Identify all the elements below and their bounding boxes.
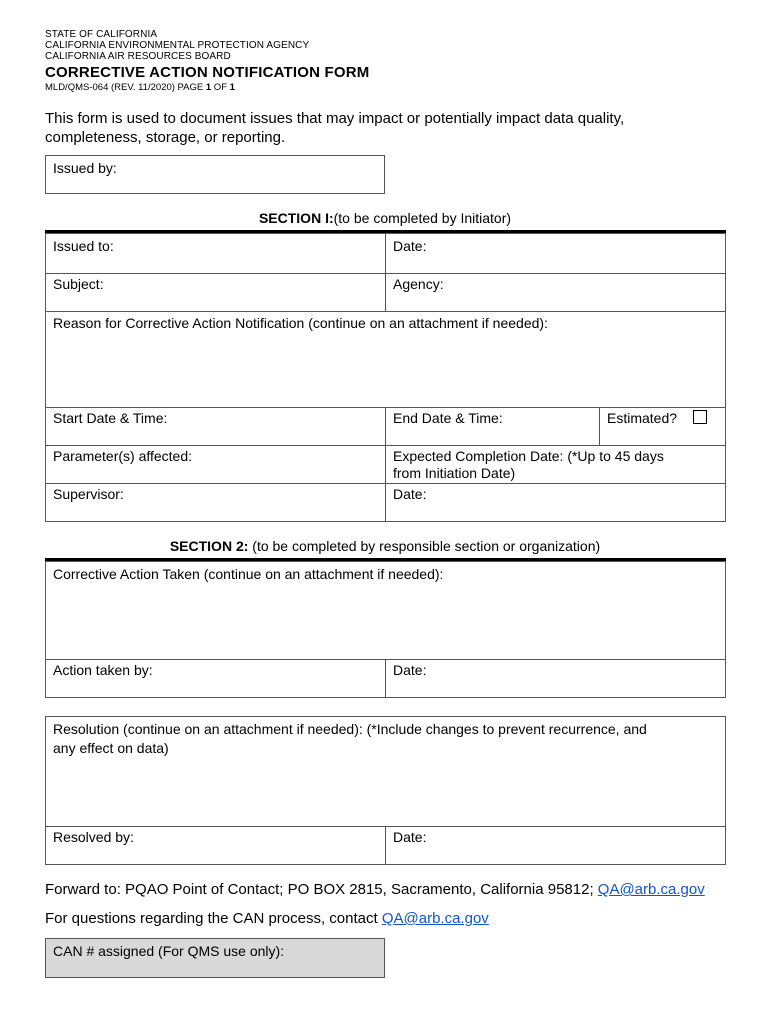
resolution-label-cont: any effect on data) — [53, 740, 169, 756]
expected-completion-label: Expected Completion Date: (*Up to 45 days — [393, 448, 664, 464]
resolved-by-label: Resolved by: — [53, 829, 134, 845]
agency-field[interactable] — [386, 272, 725, 311]
revision-prefix: MLD/QMS-064 (REV. 11/2020) PAGE — [45, 82, 206, 93]
parameters-field[interactable] — [46, 444, 385, 483]
questions-email-link[interactable]: QA@arb.ca.gov — [381, 910, 489, 927]
resolved-date-field[interactable] — [386, 825, 725, 864]
start-datetime-field[interactable] — [46, 406, 385, 445]
resolution-field[interactable] — [46, 717, 725, 826]
section2-title-rest: (to be completed by responsible section or organization) — [248, 538, 601, 554]
action-taken-by-field[interactable] — [46, 658, 385, 697]
date-field[interactable] — [386, 234, 725, 273]
issued-to-label: Issued to: — [53, 238, 114, 254]
date-label: Date: — [393, 238, 427, 254]
section1-title — [45, 210, 725, 227]
intro-line-1: This form is used to document issues that may impact or potentially impact data quality, — [45, 110, 625, 127]
expected-completion-field[interactable] — [386, 444, 725, 483]
can-assigned-label: CAN # assigned (For QMS use only): — [53, 943, 285, 959]
section1-title-bold: SECTION I: — [258, 210, 334, 226]
forward-email-link[interactable]: QA@arb.ca.gov — [597, 881, 705, 898]
start-datetime-label: Start Date & Time: — [53, 410, 168, 426]
parameters-label: Parameter(s) affected: — [53, 448, 193, 464]
action-date-label: Date: — [393, 662, 427, 678]
form-title: CORRECTIVE ACTION NOTIFICATION FORM — [45, 64, 370, 81]
page-total: 1 — [229, 82, 235, 93]
questions-text: For questions regarding the CAN process, contact — [45, 910, 382, 927]
agency-label: Agency: — [393, 276, 444, 292]
corrective-action-field[interactable] — [46, 562, 725, 659]
state-label: STATE OF CALIFORNIA — [45, 29, 158, 40]
corrective-action-label: Corrective Action Taken (continue on an attachment if needed): — [53, 566, 444, 582]
can-assigned-field[interactable] — [45, 938, 385, 978]
issued-by-field[interactable] — [45, 155, 385, 194]
reason-label: Reason for Corrective Action Notification (continue on an attachment if needed): — [53, 315, 548, 331]
resolved-date-label: Date: — [393, 829, 427, 845]
section2-title — [45, 538, 725, 555]
issued-by-label: Issued by: — [53, 160, 117, 176]
supervisor-label: Supervisor: — [53, 486, 124, 502]
questions-line — [45, 910, 489, 928]
intro-line-2: completeness, storage, or reporting. — [45, 129, 286, 146]
action-date-field[interactable] — [386, 658, 725, 697]
supervisor-date-field[interactable] — [386, 482, 725, 521]
resolved-by-field[interactable] — [46, 825, 385, 864]
section1-title-rest: (to be completed by Initiator) — [333, 210, 512, 226]
reason-field[interactable] — [46, 311, 725, 407]
end-datetime-label: End Date & Time: — [393, 410, 503, 426]
supervisor-field[interactable] — [46, 482, 385, 521]
subject-field[interactable] — [46, 272, 385, 311]
form-revision — [45, 82, 235, 93]
estimated-label: Estimated? — [607, 410, 678, 426]
resolution-label: Resolution (continue on an attachment if needed): (*Include changes to prevent recurrence, and — [53, 721, 647, 737]
action-taken-by-label: Action taken by: — [53, 662, 153, 678]
board-label: CALIFORNIA AIR RESOURCES BOARD — [45, 51, 231, 62]
issued-to-field[interactable] — [46, 234, 385, 273]
subject-label: Subject: — [53, 276, 104, 292]
forward-to-line — [45, 881, 705, 899]
forward-to-text: Forward to: PQAO Point of Contact; PO BOX 2815, Sacramento, California 95812; — [45, 881, 598, 898]
estimated-checkbox[interactable] — [693, 410, 707, 424]
section2-title-bold: SECTION 2: — [169, 538, 249, 554]
page-number: 1 — [205, 82, 212, 93]
expected-completion-note: from Initiation Date) — [393, 465, 516, 481]
page-of: OF — [211, 82, 230, 93]
end-datetime-field[interactable] — [386, 406, 599, 445]
agency-label: CALIFORNIA ENVIRONMENTAL PROTECTION AGENCY — [45, 40, 310, 51]
supervisor-date-label: Date: — [393, 486, 427, 502]
